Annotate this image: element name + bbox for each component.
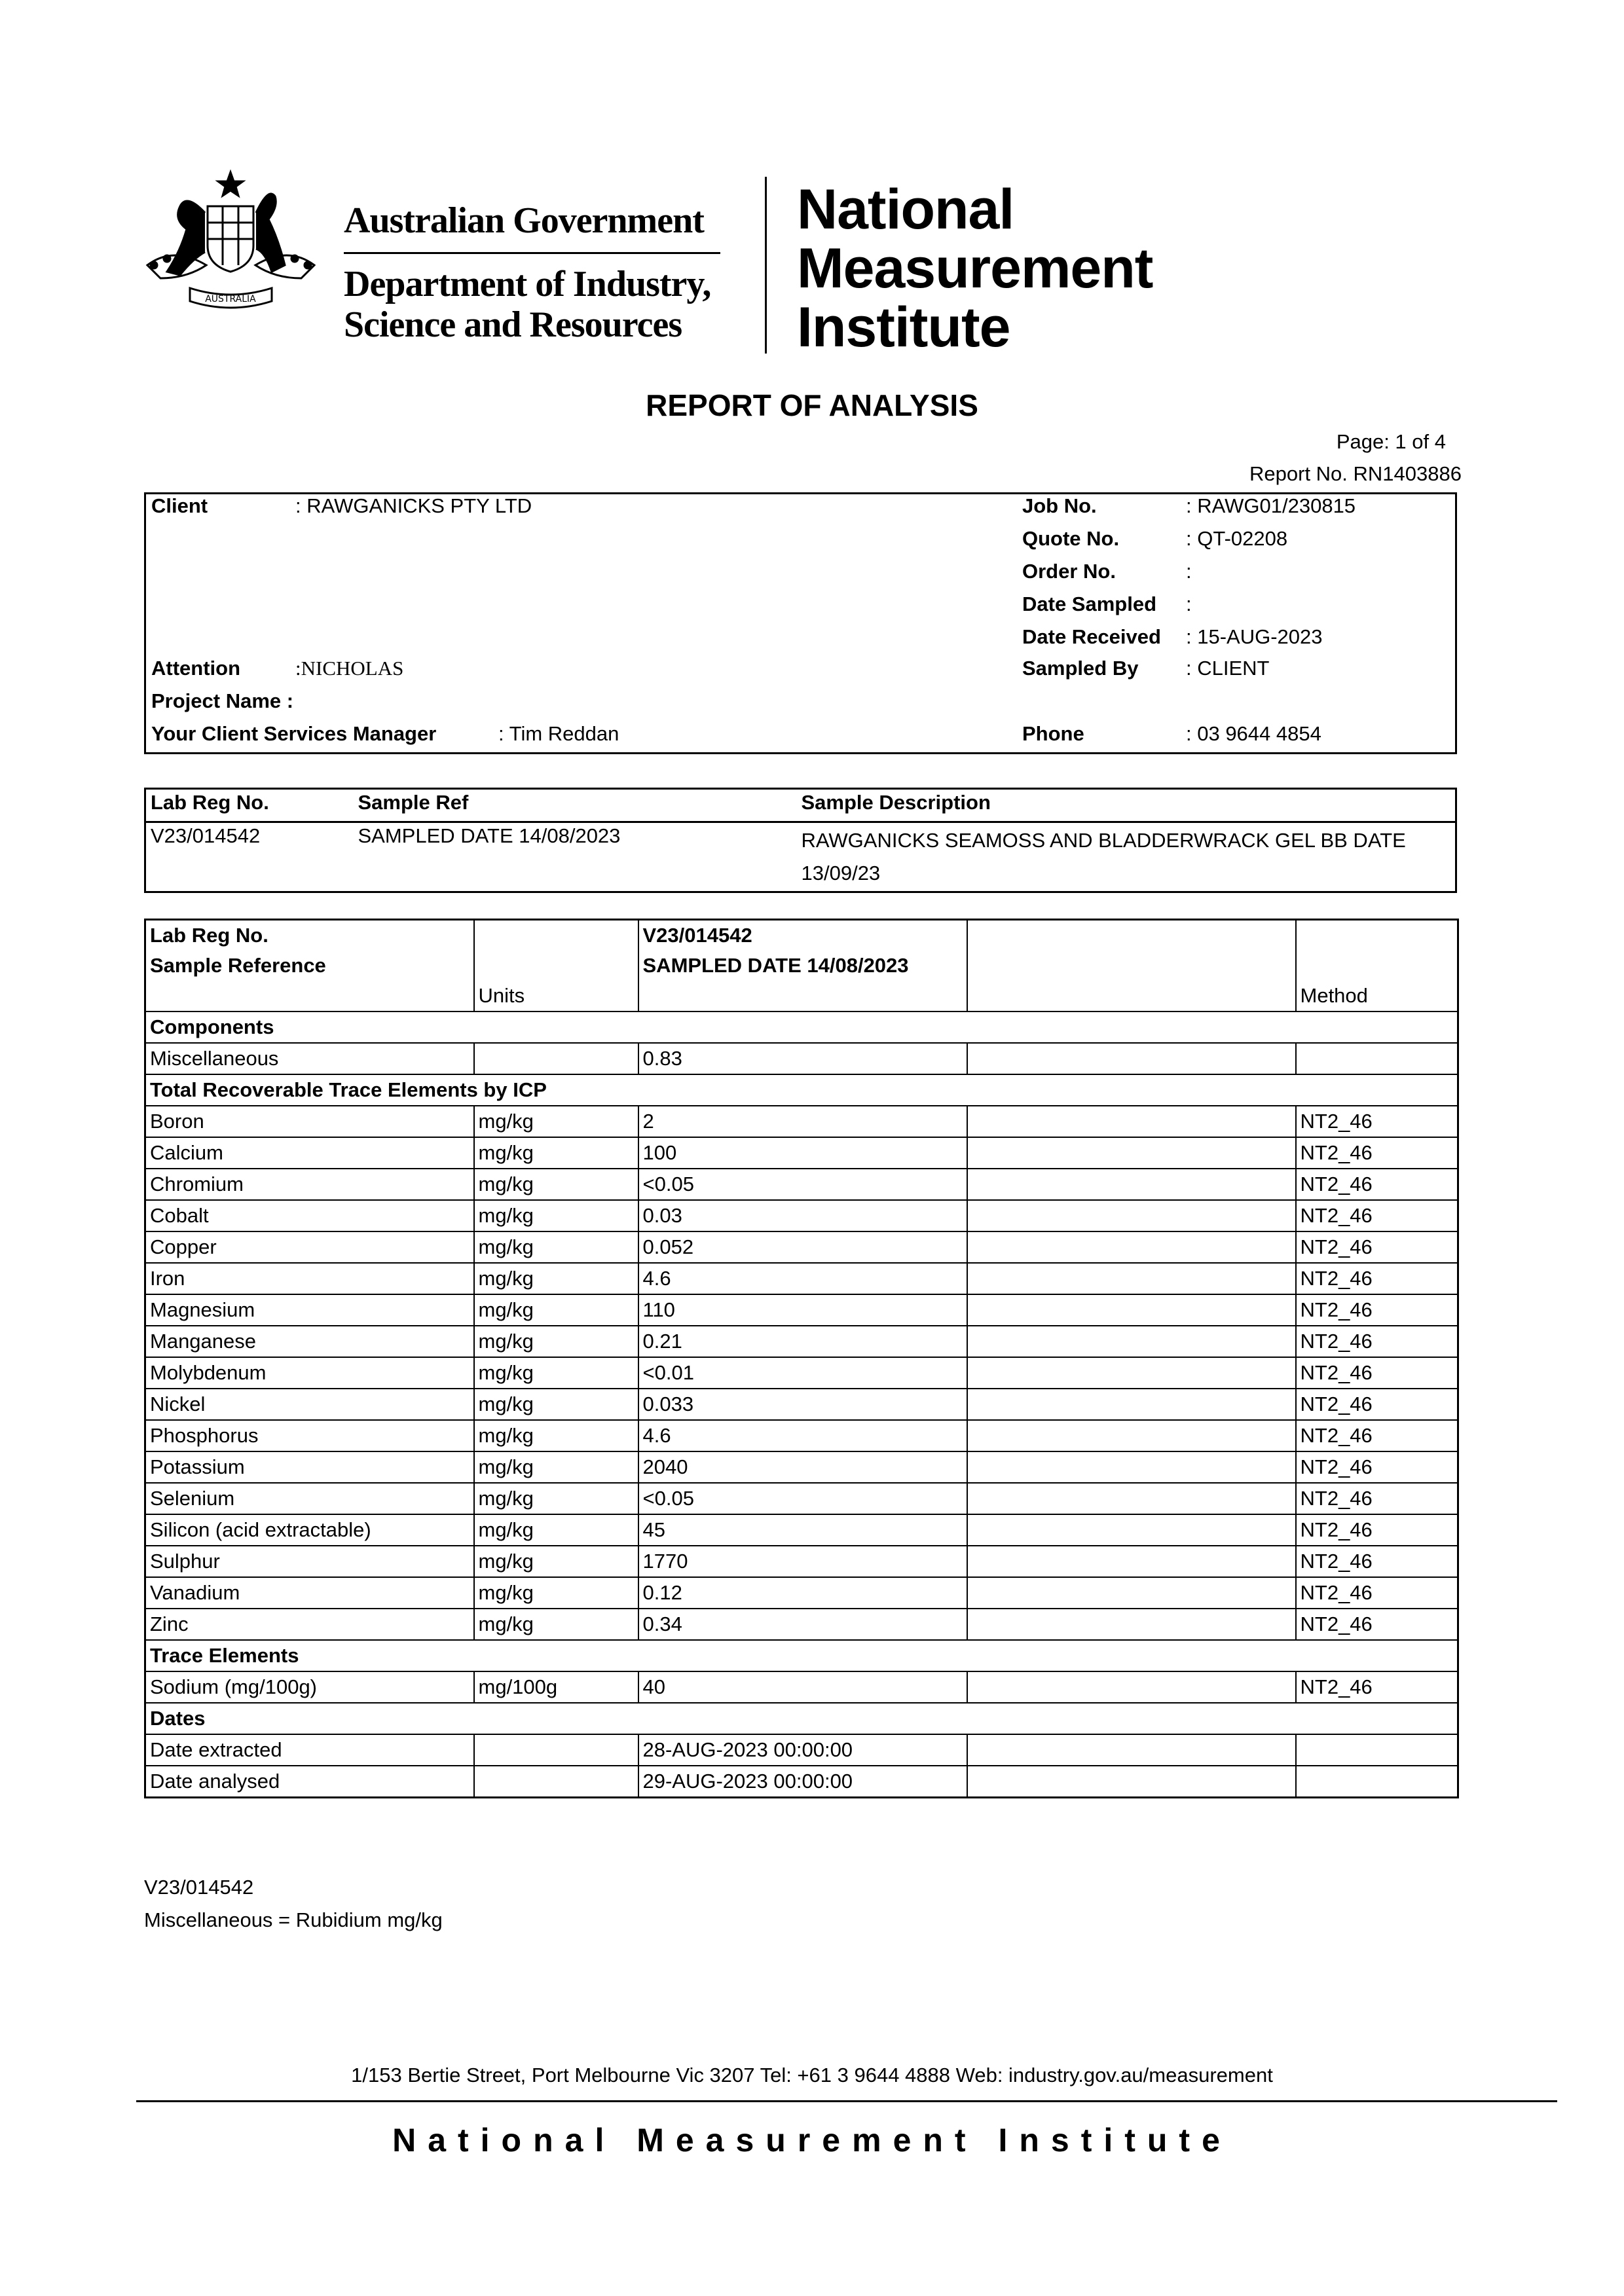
- method-cell: NT2_46: [1296, 1546, 1458, 1577]
- unit-cell: mg/kg: [474, 1200, 638, 1231]
- sample-reference-value: SAMPLED DATE 14/08/2023: [638, 951, 967, 981]
- table-row: [145, 1609, 1458, 1640]
- table-row: [145, 1106, 1458, 1137]
- attention-label: Attention: [151, 657, 241, 680]
- section-row: [145, 1074, 1458, 1106]
- method-cell: NT2_46: [1296, 1514, 1458, 1546]
- table-row: [145, 1357, 1458, 1389]
- attention-value: :NICHOLAS: [295, 657, 404, 680]
- unit-cell: [474, 1766, 638, 1798]
- unit-cell: mg/kg: [474, 1514, 638, 1546]
- method-cell: NT2_46: [1296, 1609, 1458, 1640]
- value-cell: 4.6: [638, 1263, 967, 1294]
- value-cell: 2040: [638, 1451, 967, 1483]
- method-cell: [1296, 1766, 1458, 1798]
- unit-cell: mg/kg: [474, 1546, 638, 1577]
- value-cell: <0.01: [638, 1357, 967, 1389]
- header-spacer: [967, 981, 1296, 1011]
- method-cell: NT2_46: [1296, 1483, 1458, 1514]
- nmi-logo-line-2: Measurement: [797, 237, 1153, 300]
- gov-title: Australian Government: [344, 200, 704, 241]
- logo-divider: [765, 177, 767, 354]
- value-cell: 0.21: [638, 1326, 967, 1357]
- empty-cell: [967, 1483, 1296, 1514]
- unit-cell: mg/kg: [474, 1577, 638, 1609]
- department-line-2: Science and Resources: [344, 304, 682, 345]
- unit-cell: mg/kg: [474, 1106, 638, 1137]
- gov-title-rule: [344, 252, 720, 254]
- table-row: [145, 1546, 1458, 1577]
- unit-cell: mg/kg: [474, 1294, 638, 1326]
- method-cell: [1296, 1043, 1458, 1074]
- unit-cell: mg/kg: [474, 1609, 638, 1640]
- method-cell: NT2_46: [1296, 1200, 1458, 1231]
- results-header-row-1: [145, 920, 1458, 951]
- results-header-row-2: [145, 951, 1458, 981]
- table-row: [145, 1420, 1458, 1451]
- analyte-name: Copper: [145, 1231, 474, 1263]
- unit-cell: mg/kg: [474, 1451, 638, 1483]
- empty-cell: [967, 1263, 1296, 1294]
- empty-column-header: [967, 920, 1296, 951]
- analyte-name: Cobalt: [145, 1200, 474, 1231]
- section-title: Components: [145, 1011, 1458, 1043]
- method-cell: NT2_46: [1296, 1169, 1458, 1200]
- empty-cell: [967, 1169, 1296, 1200]
- empty-cell: [967, 1671, 1296, 1703]
- lab-reg-label: Lab Reg No.: [145, 920, 474, 951]
- unit-cell: mg/kg: [474, 1231, 638, 1263]
- empty-cell: [967, 1231, 1296, 1263]
- value-cell: 110: [638, 1294, 967, 1326]
- empty-column-sample-ref: [967, 951, 1296, 981]
- table-row: [145, 1766, 1458, 1798]
- analyte-name: Molybdenum: [145, 1357, 474, 1389]
- value-cell: 0.34: [638, 1609, 967, 1640]
- unit-cell: mg/kg: [474, 1357, 638, 1389]
- section-row: [145, 1011, 1458, 1043]
- method-cell: NT2_46: [1296, 1577, 1458, 1609]
- svg-text:AUSTRALIA: AUSTRALIA: [205, 294, 256, 304]
- unit-cell: mg/100g: [474, 1671, 638, 1703]
- method-cell: NT2_46: [1296, 1389, 1458, 1420]
- analyte-name: Vanadium: [145, 1577, 474, 1609]
- unit-cell: mg/kg: [474, 1483, 638, 1514]
- table-row: [145, 1169, 1458, 1200]
- analyte-name: Potassium: [145, 1451, 474, 1483]
- value-cell: <0.05: [638, 1483, 967, 1514]
- australian-coat-of-arms-icon: [134, 167, 327, 314]
- value-cell: 4.6: [638, 1420, 967, 1451]
- value-cell: 0.12: [638, 1577, 967, 1609]
- empty-cell: [967, 1420, 1296, 1451]
- method-cell: NT2_46: [1296, 1137, 1458, 1169]
- analyte-name: Calcium: [145, 1137, 474, 1169]
- analyte-name: Date extracted: [145, 1734, 474, 1766]
- nmi-logo-line-3: Institute: [797, 296, 1010, 359]
- date-received-label: Date Received: [1022, 625, 1161, 648]
- sample-ref-cell: SAMPLED DATE 14/08/2023: [358, 824, 621, 847]
- table-row: [145, 1483, 1458, 1514]
- section-row: [145, 1640, 1458, 1671]
- unit-cell: mg/kg: [474, 1137, 638, 1169]
- value-cell: 100: [638, 1137, 967, 1169]
- note-miscellaneous: Miscellaneous = Rubidium mg/kg: [144, 1908, 443, 1931]
- report-number: Report No. RN1403886: [1249, 462, 1462, 485]
- value-cell: 0.033: [638, 1389, 967, 1420]
- table-row: [145, 1671, 1458, 1703]
- table-row: [145, 1294, 1458, 1326]
- empty-cell: [967, 1137, 1296, 1169]
- header-spacer: [145, 981, 474, 1011]
- method-cell: NT2_46: [1296, 1231, 1458, 1263]
- results-table: [144, 919, 1459, 1798]
- analyte-name: Sodium (mg/100g): [145, 1671, 474, 1703]
- value-cell: 45: [638, 1514, 967, 1546]
- value-cell: 1770: [638, 1546, 967, 1577]
- method-cell: NT2_46: [1296, 1420, 1458, 1451]
- manager-value: : Tim Reddan: [498, 722, 619, 745]
- method-cell: NT2_46: [1296, 1106, 1458, 1137]
- unit-cell: mg/kg: [474, 1263, 638, 1294]
- unit-cell: mg/kg: [474, 1420, 638, 1451]
- footer-address: 1/153 Bertie Street, Port Melbourne Vic 3207 Tel: +61 3 9644 4888 Web: industry.gov.au/measurement: [351, 2064, 1273, 2086]
- analyte-name: Magnesium: [145, 1294, 474, 1326]
- department-line-1: Department of Industry,: [344, 264, 711, 304]
- table-row: [145, 1137, 1458, 1169]
- analyte-name: Sulphur: [145, 1546, 474, 1577]
- method-cell: NT2_46: [1296, 1294, 1458, 1326]
- lab-reg-header: Lab Reg No.: [145, 789, 354, 822]
- method-header: Method: [1296, 920, 1458, 1012]
- nmi-logo: [797, 180, 1153, 357]
- value-cell: 29-AUG-2023 00:00:00: [638, 1766, 967, 1798]
- empty-cell: [967, 1734, 1296, 1766]
- method-cell: NT2_46: [1296, 1357, 1458, 1389]
- analyte-name: Phosphorus: [145, 1420, 474, 1451]
- sample-description-line-1: RAWGANICKS SEAMOSS AND BLADDERWRACK GEL BB DATE: [801, 829, 1406, 852]
- quote-no-label: Quote No.: [1022, 527, 1120, 550]
- empty-cell: [967, 1294, 1296, 1326]
- units-header: Units: [474, 920, 638, 1012]
- table-row: [145, 1389, 1458, 1420]
- note-lab-reg: V23/014542: [144, 1876, 254, 1899]
- phone-label: Phone: [1022, 722, 1084, 745]
- sample-description-cell: [797, 822, 1456, 892]
- page-number: Page: 1 of 4: [1336, 430, 1446, 453]
- method-cell: NT2_46: [1296, 1263, 1458, 1294]
- results-header-row-3: [145, 981, 1458, 1011]
- analyte-name: Chromium: [145, 1169, 474, 1200]
- date-received-value: : 15-AUG-2023: [1186, 625, 1323, 648]
- section-title: Total Recoverable Trace Elements by ICP: [145, 1074, 1458, 1106]
- table-row: [145, 1043, 1458, 1074]
- date-sampled-value: :: [1186, 592, 1192, 615]
- value-cell: 0.052: [638, 1231, 967, 1263]
- footer-rule: [136, 2100, 1557, 2102]
- order-no-value: :: [1186, 560, 1192, 583]
- department-name: [344, 264, 710, 345]
- analyte-name: Silicon (acid extractable): [145, 1514, 474, 1546]
- method-cell: [1296, 1734, 1458, 1766]
- empty-cell: [967, 1200, 1296, 1231]
- analyte-name: Iron: [145, 1263, 474, 1294]
- empty-cell: [967, 1326, 1296, 1357]
- section-title: Dates: [145, 1703, 1458, 1734]
- value-cell: 40: [638, 1671, 967, 1703]
- sample-ref-header: Sample Ref: [354, 789, 797, 822]
- analyte-name: Boron: [145, 1106, 474, 1137]
- sample-reference-label: Sample Reference: [145, 951, 474, 981]
- sample-description-header: Sample Description: [797, 789, 1456, 822]
- section-title: Trace Elements: [145, 1640, 1458, 1671]
- empty-cell: [967, 1546, 1296, 1577]
- empty-cell: [967, 1357, 1296, 1389]
- nmi-logo-line-1: National: [797, 178, 1014, 241]
- section-row: [145, 1703, 1458, 1734]
- sample-table: [144, 788, 1457, 893]
- client-label: Client: [151, 494, 208, 517]
- analyte-name: Selenium: [145, 1483, 474, 1514]
- method-cell: NT2_46: [1296, 1671, 1458, 1703]
- table-row: [145, 1326, 1458, 1357]
- sample-table-header: [145, 789, 1456, 822]
- table-row: [145, 1451, 1458, 1483]
- unit-cell: mg/kg: [474, 1326, 638, 1357]
- analyte-name: Zinc: [145, 1609, 474, 1640]
- empty-cell: [967, 1451, 1296, 1483]
- lab-reg-cell: V23/014542: [151, 824, 261, 847]
- empty-cell: [967, 1766, 1296, 1798]
- sampled-by-label: Sampled By: [1022, 657, 1139, 680]
- lab-reg-value: V23/014542: [638, 920, 967, 951]
- unit-cell: [474, 1734, 638, 1766]
- quote-no-value: : QT-02208: [1186, 527, 1288, 550]
- empty-cell: [967, 1609, 1296, 1640]
- analyte-name: Manganese: [145, 1326, 474, 1357]
- analyte-name: Date analysed: [145, 1766, 474, 1798]
- footer-institute-name: National Measurement Institute: [392, 2122, 1232, 2159]
- project-name-label: Project Name :: [151, 689, 294, 712]
- manager-label: Your Client Services Manager: [151, 722, 437, 745]
- empty-cell: [967, 1577, 1296, 1609]
- empty-cell: [967, 1514, 1296, 1546]
- value-cell: 0.83: [638, 1043, 967, 1074]
- value-cell: <0.05: [638, 1169, 967, 1200]
- method-cell: NT2_46: [1296, 1326, 1458, 1357]
- client-info-box: [144, 492, 1457, 754]
- table-row: [145, 1734, 1458, 1766]
- order-no-label: Order No.: [1022, 560, 1116, 583]
- empty-cell: [967, 1043, 1296, 1074]
- unit-cell: mg/kg: [474, 1389, 638, 1420]
- job-no-value: : RAWG01/230815: [1186, 494, 1356, 517]
- client-value: : RAWGANICKS PTY LTD: [295, 494, 532, 517]
- sampled-by-value: : CLIENT: [1186, 657, 1270, 680]
- empty-cell: [967, 1389, 1296, 1420]
- header-spacer: [638, 981, 967, 1011]
- analyte-name: Miscellaneous: [145, 1043, 474, 1074]
- table-row: [145, 1577, 1458, 1609]
- unit-cell: [474, 1043, 638, 1074]
- table-row: [145, 1231, 1458, 1263]
- report-title: REPORT OF ANALYSIS: [646, 388, 978, 422]
- value-cell: 2: [638, 1106, 967, 1137]
- job-no-label: Job No.: [1022, 494, 1097, 517]
- value-cell: 0.03: [638, 1200, 967, 1231]
- phone-value: : 03 9644 4854: [1186, 722, 1321, 745]
- table-row: [145, 1200, 1458, 1231]
- unit-cell: mg/kg: [474, 1169, 638, 1200]
- empty-cell: [967, 1106, 1296, 1137]
- analyte-name: Nickel: [145, 1389, 474, 1420]
- date-sampled-label: Date Sampled: [1022, 592, 1157, 615]
- sample-description-line-2: 13/09/23: [801, 862, 881, 884]
- sample-table-row: [145, 822, 1456, 892]
- table-row: [145, 1263, 1458, 1294]
- method-cell: NT2_46: [1296, 1451, 1458, 1483]
- table-row: [145, 1514, 1458, 1546]
- value-cell: 28-AUG-2023 00:00:00: [638, 1734, 967, 1766]
